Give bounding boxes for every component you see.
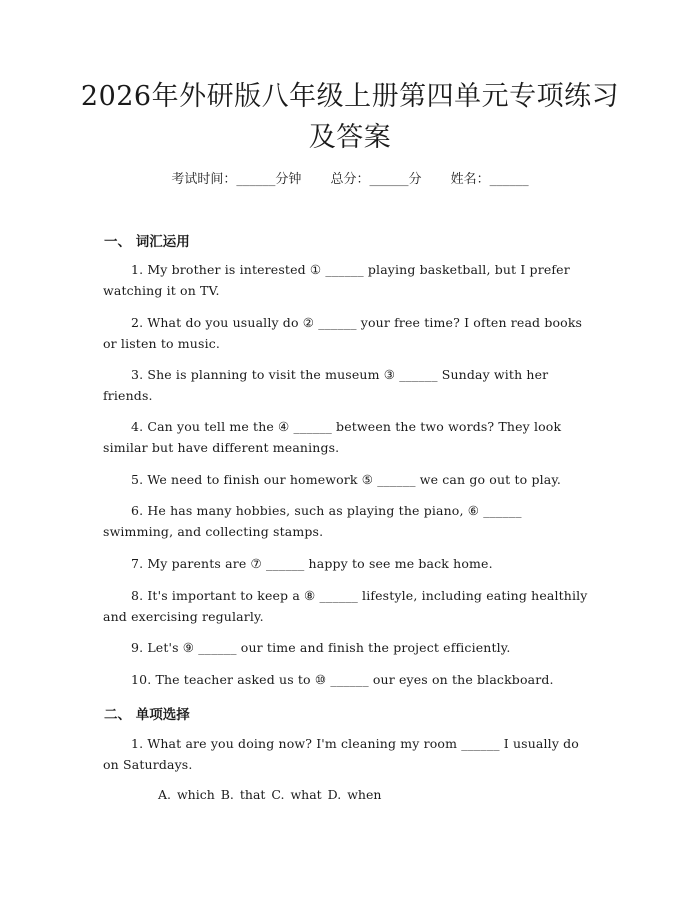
question-5: 5. We need to finish our homework ⑤ ______ we can go out to play. (131, 472, 562, 487)
title-line-1: 2026年外研版八年级上册第四单元专项练习 (80, 81, 620, 112)
question-4: 4. Can you tell me the ④ ______ between the two words? They look similar but have different meanings. (103, 419, 562, 455)
section-heading-vocabulary: 一、 词汇运用 (104, 234, 190, 250)
question-10: 10. The teacher asked us to ⑩ ______ our eyes on the blackboard. (131, 672, 554, 687)
mc-question-1-options: A. which B. that C. what D. when (158, 787, 382, 802)
exam-info (0, 168, 700, 187)
total-score: 总分：______分 (330, 172, 422, 187)
question-8: 8. It's important to keep a ⑧ ______ lifestyle, including eating healthily and exercising regularly. (103, 588, 588, 624)
question-9: 9. Let's ⑨ ______ our time and finish the project efficiently. (131, 640, 511, 655)
question-6: 6. He has many hobbies, such as playing the piano, ⑥ ______ swimming, and collecting stamps. (103, 503, 522, 539)
document-title (60, 76, 640, 158)
question-7: 7. My parents are ⑦ ______ happy to see me back home. (131, 556, 493, 571)
question-2: 2. What do you usually do ② ______ your free time? I often read books or listen to music. (103, 315, 583, 351)
mc-question-1: 1. What are you doing now? I'm cleaning my room ______ I usually do on Saturdays. (103, 736, 579, 772)
exam-time: 考试时间：______分钟 (171, 172, 302, 187)
question-3: 3. She is planning to visit the museum ③ ______ Sunday with her friends. (103, 367, 549, 403)
title-line-2: 及答案 (308, 122, 392, 153)
question-1: 1. My brother is interested ① ______ playing basketball, but I prefer watching it on TV. (103, 262, 570, 298)
student-name: 姓名：______ (450, 172, 529, 187)
section-heading-multiple-choice: 二、 单项选择 (104, 707, 190, 723)
